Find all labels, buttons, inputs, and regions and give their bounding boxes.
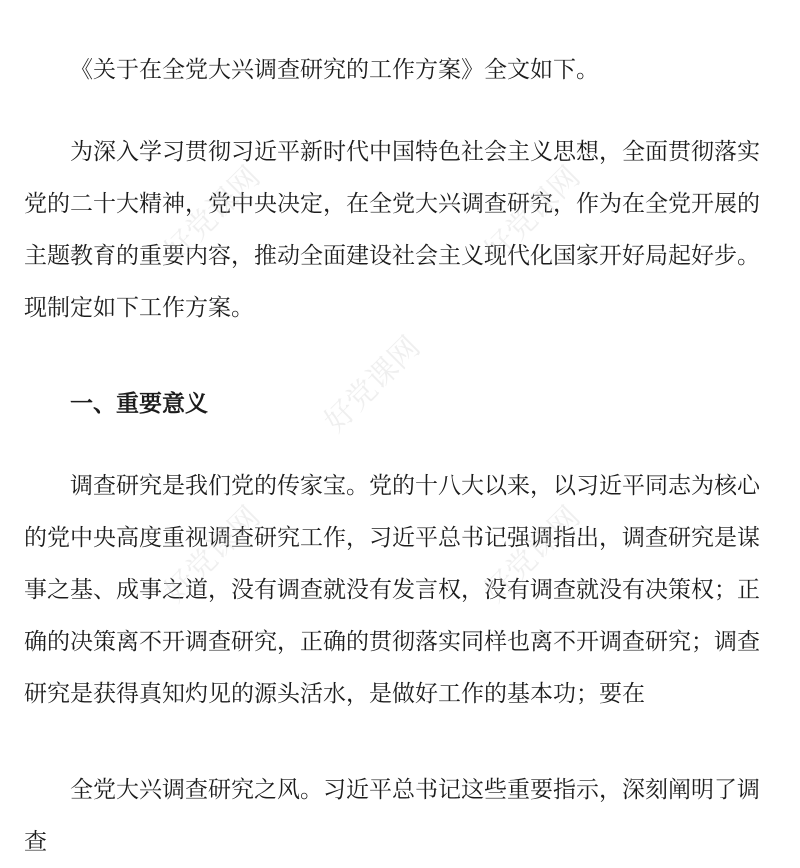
body-paragraph-1: 为深入学习贯彻习近平新时代中国特色社会主义思想，全面贯彻落实党的二十大精神，党中央决定，在全党大兴调查研究，作为在全党开展的主题教育的重要内容，推动全面建设社会主义现代化国家开好局起好步。现制定如下工作方案。: [24, 139, 760, 321]
section-heading-1: 一、重要意义: [70, 391, 208, 417]
watermark-4: 好党课网: [157, 499, 268, 610]
watermark-1: 好党课网: [157, 159, 268, 270]
watermark-3: 好党课网: [317, 329, 428, 440]
watermark-5: 好党课网: [477, 499, 588, 610]
body-paragraph-3: 全党大兴调查研究之风。习近平总书记这些重要指示，深刻阐明了调查: [24, 777, 760, 855]
watermark-2: 好党课网: [477, 159, 588, 270]
intro-paragraph: 《关于在全党大兴调查研究的工作方案》全文如下。: [70, 57, 599, 83]
body-paragraph-2: 调查研究是我们党的传家宝。党的十八大以来，以习近平同志为核心的党中央高度重视调查研究工作，习近平总书记强调指出，调查研究是谋事之基、成事之道，没有调查就没有发言权，没有调查就没有决策权；正确的决策离不开调查研究，正确的贯彻落实同样也离不开调查研究；调查研究是获得真知灼见的源头活水，是做好工作的基本功；要在: [24, 473, 760, 707]
